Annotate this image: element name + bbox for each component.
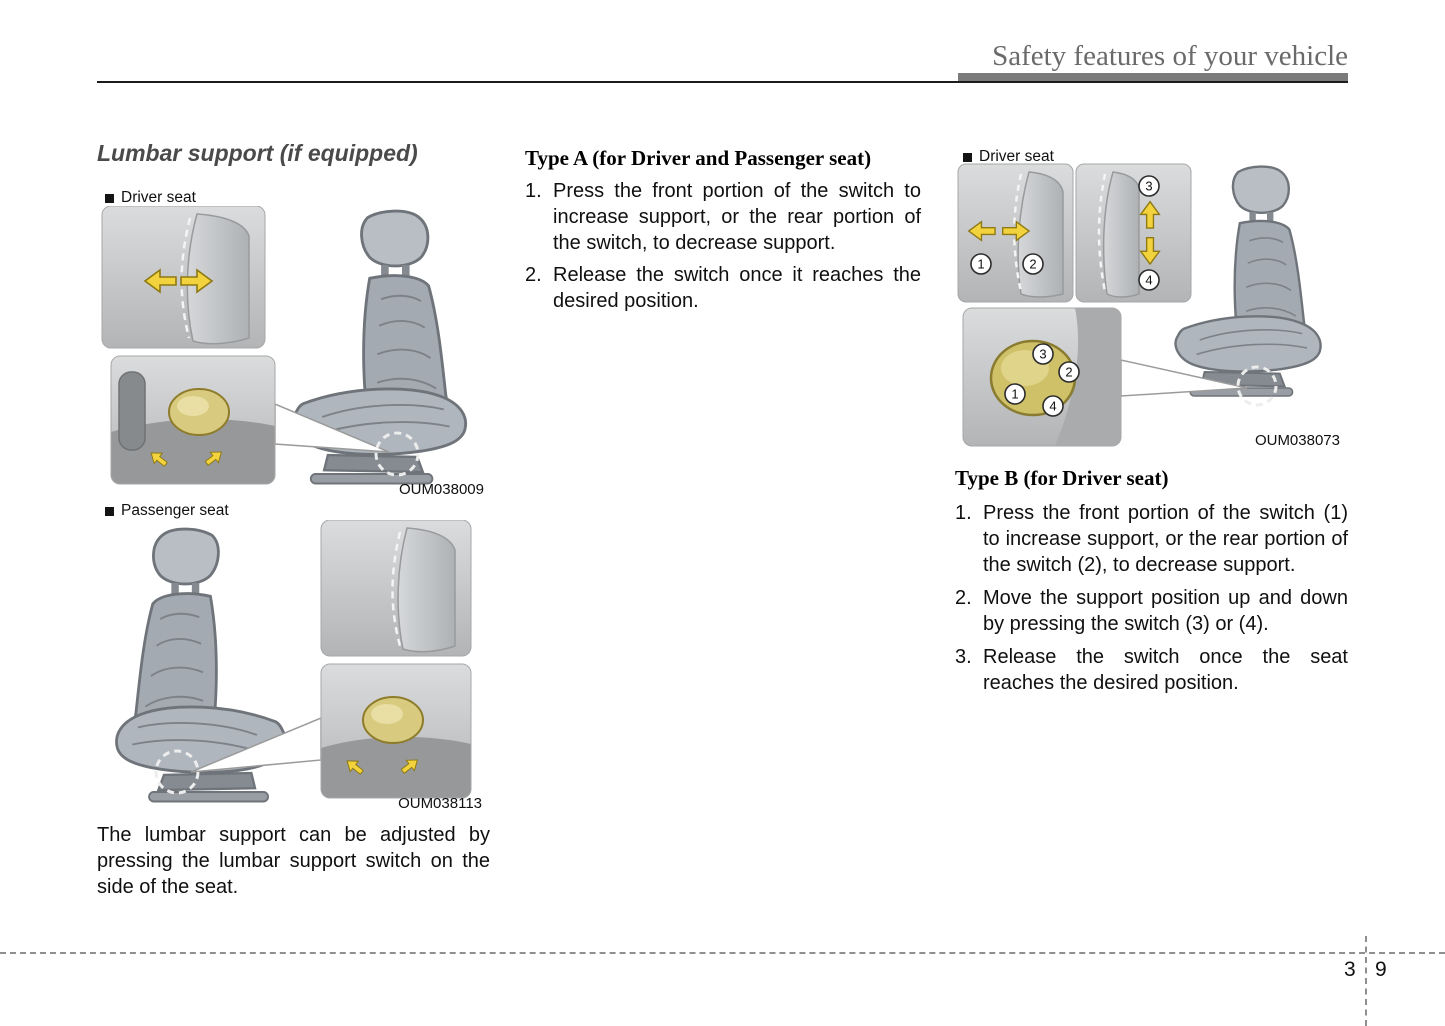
list-item [955, 644, 1348, 696]
svg-text:3: 3 [1145, 178, 1153, 194]
inset-updown-arrows [1076, 164, 1191, 302]
switch-label-2 [1059, 362, 1079, 382]
seat-side-view [1176, 167, 1321, 396]
passenger-seat-label [105, 502, 229, 520]
page-title: Safety features of your vehicle [992, 40, 1348, 72]
section-heading: Lumbar support (if equipped) [97, 140, 418, 166]
switch-label-1 [971, 254, 991, 274]
list-number: 2. [955, 587, 972, 609]
lumbar-knob [169, 389, 229, 435]
switch-label-1 [1005, 384, 1025, 404]
page-number: 9 [1375, 958, 1387, 981]
list-number: 1. [525, 180, 542, 202]
list-text: Press the front portion of the switch to increase support, or the rear portion of the switch, to decrease support. [553, 180, 921, 254]
driver-seat-label-text: Driver seat [979, 148, 1054, 165]
list-number: 2. [525, 264, 542, 286]
figure-passenger-seat [97, 520, 490, 812]
inset-lumbar-switch [321, 664, 471, 798]
inset-lumbar-back [321, 520, 471, 656]
lumbar-description: The lumbar support can be adjusted by pressing the lumbar support switch on the side of the seat. [97, 824, 490, 898]
driver-seat-label-text: Driver seat [121, 189, 196, 206]
svg-text:1: 1 [977, 256, 985, 272]
figure-caption: OUM038113 [398, 795, 482, 812]
svg-text:4: 4 [1145, 272, 1153, 288]
lumbar-knob [363, 697, 423, 743]
figure-caption: OUM038009 [398, 481, 484, 498]
type-a-steps [525, 178, 921, 314]
inset-round-switch [963, 308, 1121, 446]
inset-lumbar-switch [111, 356, 275, 484]
svg-text:2: 2 [1029, 256, 1037, 272]
inset-lumbar-back [102, 206, 265, 348]
inset-lumbar-arrows [958, 164, 1073, 302]
switch-label-3 [1033, 344, 1053, 364]
square-bullet-icon [105, 194, 114, 203]
figure-driver-seat [97, 206, 490, 498]
svg-text:4: 4 [1049, 398, 1057, 414]
list-text: Release the switch once it reaches the desired position. [553, 264, 921, 312]
list-text: Move the support position up and down by pressing the switch (3) or (4). [983, 587, 1348, 635]
driver-seat-label [105, 189, 196, 207]
list-text: Release the switch once the seat reaches the desired position. [983, 646, 1348, 694]
list-item [525, 262, 921, 314]
svg-text:3: 3 [1039, 346, 1047, 362]
type-b-steps [955, 500, 1348, 696]
svg-text:1: 1 [1011, 386, 1019, 402]
switch-label-4 [1139, 270, 1159, 290]
passenger-seat-label-text: Passenger seat [121, 502, 229, 519]
list-item [955, 500, 1348, 578]
figure-type-b-switch [955, 148, 1348, 453]
square-bullet-icon [105, 507, 114, 516]
switch-label-2 [1023, 254, 1043, 274]
passenger-seat-diagram [97, 520, 490, 812]
footer-divider-vertical [1365, 936, 1367, 1026]
list-number: 3. [955, 646, 972, 668]
list-text: Press the front portion of the switch (1) to increase support, or the rear portion of the switch (2), to decrease support. [983, 502, 1348, 576]
header-rule [97, 81, 1348, 83]
type-b-switch-diagram [955, 148, 1348, 453]
driver-seat-diagram [97, 206, 490, 498]
footer-divider [0, 952, 1445, 954]
type-b-heading: Type B (for Driver seat) [955, 466, 1169, 490]
switch-label-3 [1139, 176, 1159, 196]
chapter-number: 3 [1344, 958, 1356, 981]
driver-seat-label [963, 148, 1054, 166]
list-item [525, 178, 921, 256]
square-bullet-icon [963, 153, 972, 162]
figure-caption: OUM038073 [1254, 432, 1340, 449]
svg-text:2: 2 [1065, 364, 1073, 380]
switch-label-4 [1043, 396, 1063, 416]
list-item [955, 585, 1348, 637]
list-number: 1. [955, 502, 972, 524]
type-a-heading: Type A (for Driver and Passenger seat) [525, 146, 872, 170]
